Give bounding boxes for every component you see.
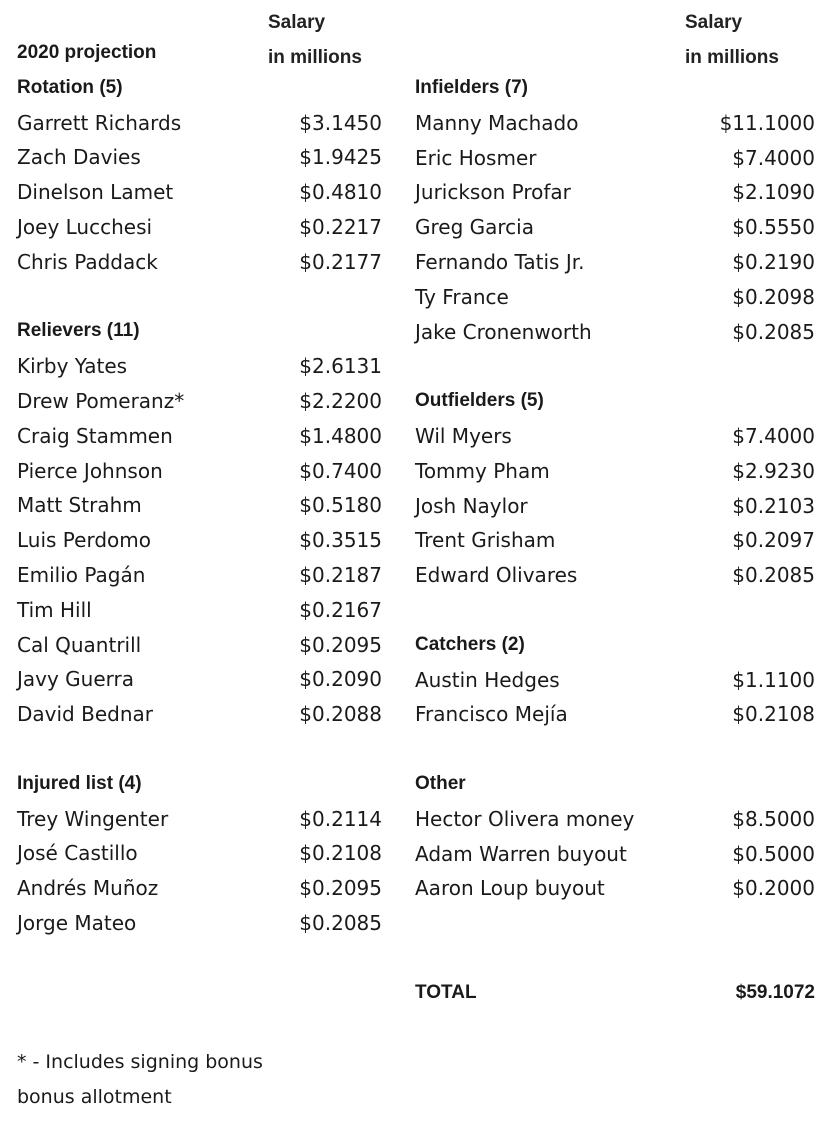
player-row <box>17 906 382 941</box>
player-row <box>17 140 382 175</box>
footnote-line1: * - Includes signing bonus <box>17 1051 263 1074</box>
player-name: Greg Garcia <box>415 215 534 240</box>
spacer <box>17 941 382 976</box>
player-row <box>17 384 382 419</box>
player-row <box>17 697 382 732</box>
player-row <box>415 802 815 837</box>
player-name: Tommy Pham <box>415 458 550 483</box>
catchers-heading: Catchers (2) <box>415 633 525 655</box>
player-salary: $0.2103 <box>732 493 815 518</box>
rotation-heading: Rotation (5) <box>17 76 123 98</box>
player-salary: $8.5000 <box>732 806 815 831</box>
player-name: Craig Stammen <box>17 423 173 448</box>
player-salary: $1.4800 <box>299 423 382 448</box>
player-salary: $0.2095 <box>299 632 382 657</box>
player-name: Adam Warren buyout <box>415 841 627 866</box>
player-salary: $0.2085 <box>732 319 815 344</box>
player-row <box>415 245 815 280</box>
outfielders-list <box>415 419 815 593</box>
player-name: Pierce Johnson <box>17 458 163 483</box>
player-salary: $0.2085 <box>732 563 815 588</box>
total-value: $59.1072 <box>735 981 815 1003</box>
player-salary: $0.5550 <box>732 215 815 240</box>
player-name: Tim Hill <box>17 597 92 622</box>
player-row <box>415 489 815 524</box>
player-row <box>415 141 815 176</box>
player-salary: $2.6131 <box>299 354 382 379</box>
spacer <box>415 349 815 384</box>
player-name: Chris Paddack <box>17 249 158 274</box>
player-row <box>17 628 382 663</box>
player-salary: $0.2085 <box>299 910 382 935</box>
footnote-line2: bonus allotment <box>17 1085 172 1108</box>
player-salary: $0.2097 <box>732 528 815 553</box>
player-row <box>415 210 815 245</box>
player-salary: $0.2167 <box>299 597 382 622</box>
player-row <box>17 558 382 593</box>
player-row <box>17 802 382 837</box>
rotation-list <box>17 106 382 280</box>
player-name: Trent Grisham <box>415 528 556 553</box>
player-name: Austin Hedges <box>415 667 560 692</box>
player-name: Ty France <box>415 284 509 309</box>
player-salary: $0.3515 <box>299 528 382 553</box>
player-row <box>415 697 815 732</box>
infielders-heading: Infielders (7) <box>415 77 528 98</box>
player-salary: $0.2000 <box>732 876 815 901</box>
salary-header-line2: in millions <box>268 46 362 68</box>
relievers-list <box>17 349 382 732</box>
player-salary: $3.1450 <box>299 110 382 135</box>
player-salary: $7.4000 <box>732 423 815 448</box>
player-salary: $0.5180 <box>299 493 382 518</box>
player-row <box>415 454 815 489</box>
player-salary: $2.1090 <box>732 180 815 205</box>
player-salary: $7.4000 <box>732 145 815 170</box>
player-name: Andrés Muñoz <box>17 876 159 901</box>
injured-list-heading: Injured list (4) <box>17 772 142 794</box>
player-salary: $1.1100 <box>732 667 815 692</box>
player-salary: $0.2114 <box>299 806 382 831</box>
player-name: Jorge Mateo <box>17 910 137 935</box>
player-row <box>415 837 815 872</box>
player-salary: $11.1000 <box>719 110 815 135</box>
other-list <box>415 802 815 906</box>
player-salary: $0.2108 <box>299 841 382 866</box>
player-name: Drew Pomeranz* <box>17 388 185 413</box>
spacer <box>17 280 382 315</box>
player-name: Trey Wingenter <box>17 806 169 831</box>
right-column <box>415 71 815 1011</box>
player-name: Javy Guerra <box>17 667 135 692</box>
player-row <box>17 349 382 384</box>
player-name: Manny Machado <box>415 110 579 135</box>
other-heading: Other <box>415 772 466 794</box>
player-row <box>415 558 815 593</box>
salary-column-header-right <box>685 6 779 76</box>
player-row <box>415 315 815 350</box>
projection-label: 2020 projection <box>17 42 157 63</box>
player-salary: $0.2187 <box>299 562 382 587</box>
player-row <box>415 280 815 315</box>
player-name: Dinelson Lamet <box>17 180 174 205</box>
player-name: Fernando Tatis Jr. <box>415 249 585 274</box>
player-row <box>17 419 382 454</box>
player-name: Jake Cronenworth <box>415 319 592 344</box>
player-row <box>17 593 382 628</box>
player-row <box>17 488 382 523</box>
player-name: Aaron Loup buyout <box>415 876 605 901</box>
player-row <box>17 836 382 871</box>
player-name: Kirby Yates <box>17 354 128 379</box>
player-row <box>415 106 815 141</box>
spacer <box>17 732 382 767</box>
infielders-list <box>415 106 815 350</box>
player-name: Eric Hosmer <box>415 145 537 170</box>
player-row <box>17 106 382 141</box>
player-name: José Castillo <box>17 841 138 866</box>
player-name: Emilio Pagán <box>17 562 146 587</box>
player-salary: $2.9230 <box>732 458 815 483</box>
player-row <box>415 663 815 698</box>
player-salary: $0.2108 <box>732 702 815 727</box>
catchers-list <box>415 663 815 733</box>
player-name: Wil Myers <box>415 423 512 448</box>
salary-header-line2: in millions <box>685 46 779 68</box>
player-name: Jurickson Profar <box>415 180 571 205</box>
player-row <box>17 662 382 697</box>
player-salary: $0.2090 <box>299 667 382 692</box>
total-row <box>415 976 815 1011</box>
player-salary: $1.9425 <box>299 145 382 170</box>
salary-header-line1: Salary <box>268 12 326 33</box>
player-name: Hector Olivera money <box>415 806 635 831</box>
player-row <box>17 175 382 210</box>
player-row <box>415 523 815 558</box>
player-name: Zach Davies <box>17 145 141 170</box>
left-column <box>17 36 382 1115</box>
player-row <box>17 871 382 906</box>
player-name: Francisco Mejía <box>415 702 568 727</box>
player-name: Joey Lucchesi <box>17 214 153 239</box>
player-name: Luis Perdomo <box>17 528 151 553</box>
player-salary: $0.2190 <box>732 249 815 274</box>
spacer <box>415 941 815 976</box>
player-salary: $0.7400 <box>299 458 382 483</box>
player-name: Josh Naylor <box>415 493 528 518</box>
player-name: Edward Olivares <box>415 563 578 588</box>
player-salary: $2.2200 <box>299 388 382 413</box>
total-label: TOTAL <box>415 981 477 1003</box>
player-name: Cal Quantrill <box>17 632 142 657</box>
player-salary: $0.4810 <box>299 180 382 205</box>
spacer <box>415 732 815 767</box>
player-name: Garrett Richards <box>17 110 182 135</box>
player-row <box>17 210 382 245</box>
injured-list <box>17 802 382 941</box>
spacer <box>17 976 382 1011</box>
salary-header-line1: Salary <box>685 12 743 33</box>
player-row <box>17 245 382 280</box>
player-salary: $0.2177 <box>299 249 382 274</box>
relievers-heading: Relievers (11) <box>17 320 140 342</box>
player-row <box>415 419 815 454</box>
player-name: Matt Strahm <box>17 493 142 518</box>
spacer <box>415 906 815 941</box>
player-name: David Bednar <box>17 702 153 727</box>
player-row <box>415 871 815 906</box>
player-salary: $0.2217 <box>299 214 382 239</box>
player-salary: $0.2088 <box>299 702 382 727</box>
player-row <box>415 175 815 210</box>
player-row <box>17 454 382 489</box>
spacer <box>17 1010 382 1045</box>
outfielders-heading: Outfielders (5) <box>415 390 544 412</box>
player-salary: $0.2095 <box>299 876 382 901</box>
spacer <box>415 593 815 628</box>
player-salary: $0.5000 <box>732 841 815 866</box>
player-salary: $0.2098 <box>732 284 815 309</box>
player-row <box>17 523 382 558</box>
